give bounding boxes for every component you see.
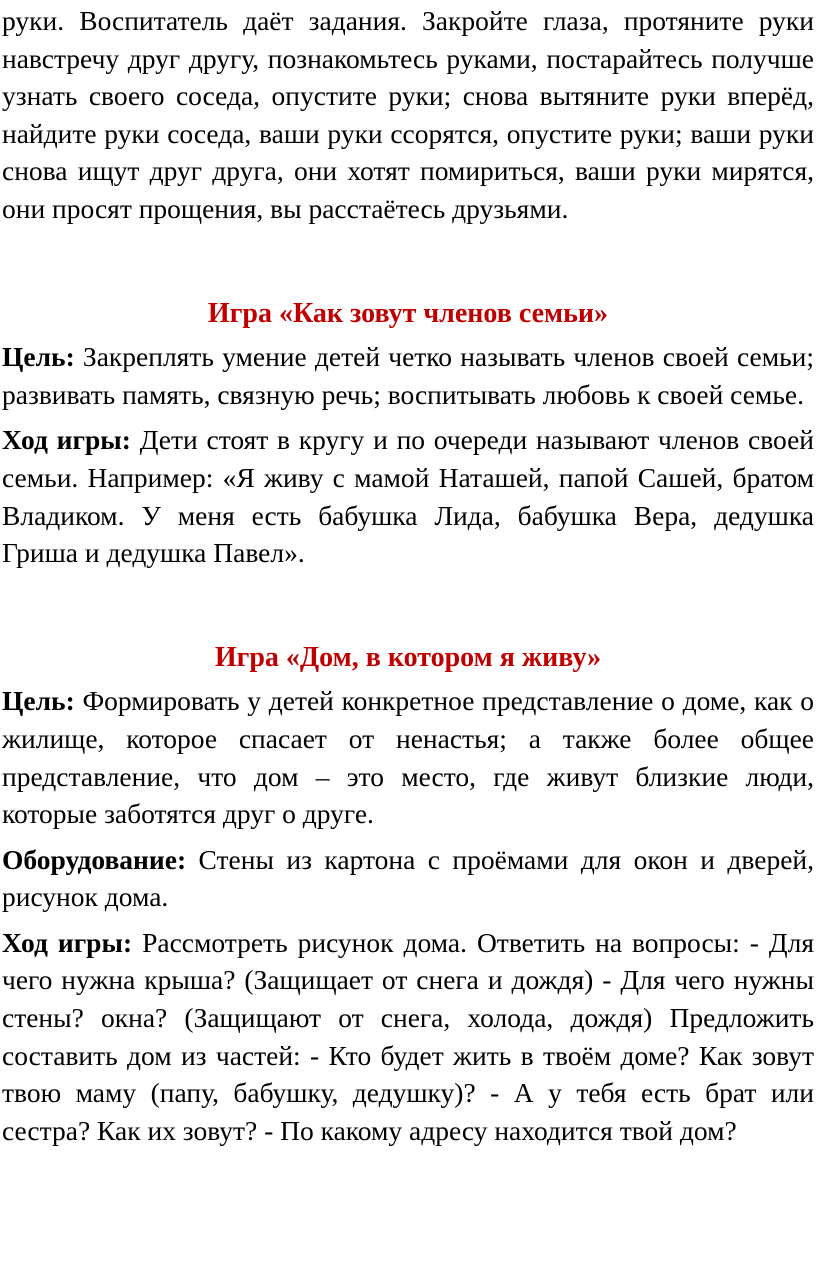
game2-process-text: Рассмотреть рисунок дома. Ответить на вопросы: - Для чего нужна крыша? (Защищает от снега и дождя) - Для чего нужны стены? окна? (Защищают от снега, холода, дождя) Предложить составить дом из частей: - Кто будет жить в твоём доме? Как зовут твою маму (папу, бабушку, дедушку)? - А у тебя есть брат или сестра? Как их зовут? - По какому адресу находится твой дом? bbox=[2, 926, 814, 1146]
intro-paragraph: руки. Воспитатель даёт задания. Закройте глаза, протяните руки навстречу друг другу, познакомьтесь руками, постарайтесь получше узнать своего соседа, опустите руки; снова вытяните руки вперёд, найдите руки соседа, ваши руки ссорятся, опустите руки; ваши руки снова ищут друг друга, они хотят помириться, ваши руки мирятся, они просят прощения, вы расстаётесь друзьями. bbox=[2, 5, 814, 224]
game1-goal-paragraph bbox=[2, 338, 814, 413]
game1-goal-label: Цель: bbox=[2, 341, 75, 373]
game1-title: Игра «Как зовут членов семьи» bbox=[207, 297, 609, 329]
game1-process-paragraph bbox=[2, 421, 814, 571]
game2-goal-paragraph bbox=[2, 682, 814, 832]
game2-equipment-paragraph bbox=[2, 841, 814, 916]
game1-goal-text: Закреплять умение детей четко называть членов своей семьи; развивать память, связную речь; воспитывать любовь к своей семье. bbox=[2, 341, 814, 410]
game2-process-label: Ход игры: bbox=[2, 926, 133, 958]
game2-goal-text: Формировать у детей конкретное представление о доме, как о жилище, которое спасает от ненастья; а также более общее представление, что дом – это место, где живут близкие люди, которые заботятся друг о друге. bbox=[2, 685, 814, 830]
game1-process-label: Ход игры: bbox=[2, 424, 131, 456]
game1-process-text: Дети стоят в кругу и по очереди называют членов своей семьи. Например: «Я живу с мамой Наташей, папой Сашей, братом Владиком. У меня есть бабушка Лида, бабушка Вера, дедушка Гриша и дедушка Павел». bbox=[2, 424, 815, 569]
game2-title: Игра «Дом, в котором я живу» bbox=[214, 641, 602, 673]
game2-equipment-label: Оборудование: bbox=[2, 843, 187, 875]
game2-goal-label: Цель: bbox=[2, 685, 75, 717]
game2-equipment-text: Стены из картона с проёмами для окон и дверей, рисунок дома. bbox=[2, 843, 814, 913]
game2-process-paragraph bbox=[2, 924, 814, 1150]
